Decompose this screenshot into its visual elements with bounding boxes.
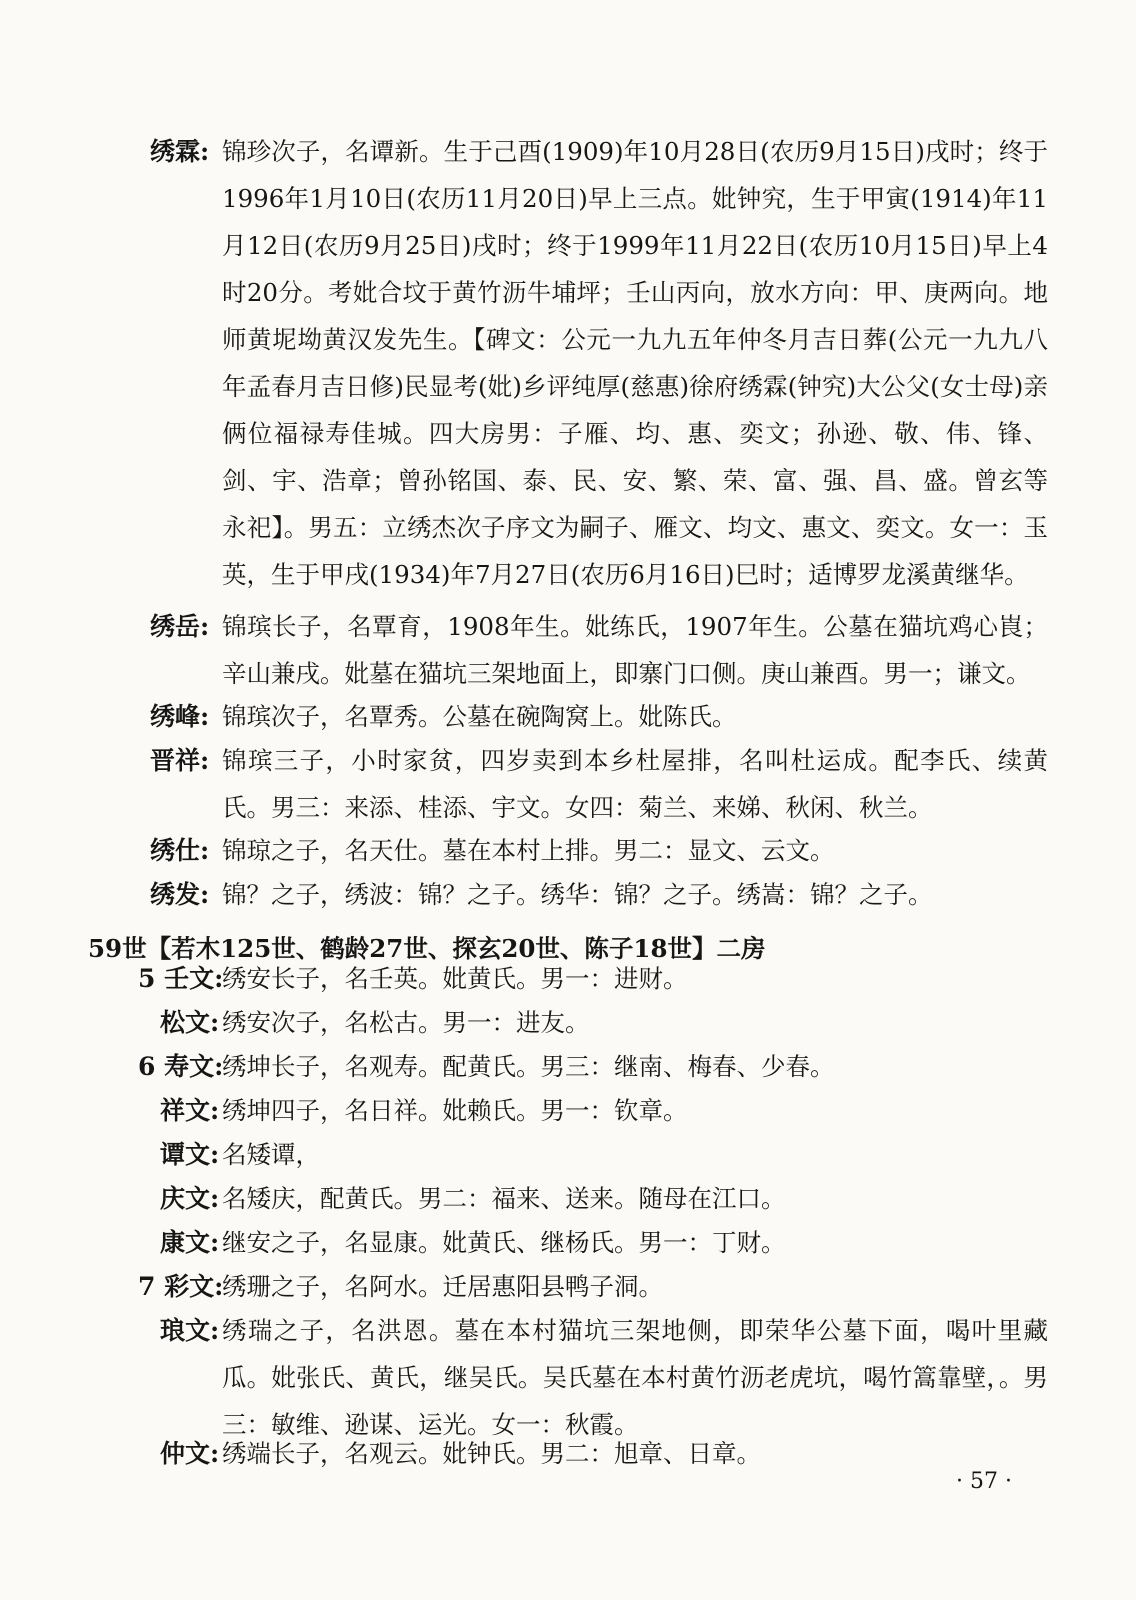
entry-label: 康文: xyxy=(160,1228,220,1257)
page-number: · 57 · xyxy=(956,1469,1012,1494)
entry-label: 祥文: xyxy=(160,1096,220,1125)
entry-label: 绣仕: xyxy=(150,836,210,865)
entry-label: 5 壬文: xyxy=(138,964,224,993)
entry-label: 7 彩文: xyxy=(138,1272,224,1301)
entry-text: 绣瑞之子，名洪恩。墓在本村猫坑三架地侧，即荣华公墓下面，喝叶里藏瓜。妣张氏、黄氏，继吴氏。吴氏墓在本村黄竹沥老虎坑，喝竹篙靠壁，。男三：敏维、逊谋、运光。女一：秋霞。 xyxy=(222,1316,1048,1439)
entry-text: 绣坤长子，名观寿。配黄氏。男三：继南、梅春、少春。 xyxy=(222,1052,835,1081)
entry-text: 绣坤四子，名日祥。妣赖氏。男一：钦章。 xyxy=(222,1096,688,1125)
entry-text: 锦琼之子，名天仕。墓在本村上排。男二：显文、云文。 xyxy=(222,836,835,865)
entry-text: 锦瑸次子，名覃秀。公墓在碗陶窝上。妣陈氏。 xyxy=(222,702,737,731)
entry-text: 锦瑸长子，名覃育，1908年生。妣练氏，1907年生。公墓在猫坑鸡心崀；辛山兼戌。妣墓在猫坑三架地面上，即寨门口侧。庚山兼酉。男一；谦文。 xyxy=(222,612,1048,688)
entry-text: 绣端长子，名观云。妣钟氏。男二：旭章、日章。 xyxy=(222,1439,761,1468)
entry-label: 绣发: xyxy=(150,880,210,909)
entry-text: 锦珍次子，名谭新。生于己酉(1909)年10月28日(农历9月15日)戌时；终于1996年1月10日(农历11月20日)早上三点。妣钟究，生于甲寅(1914)年11月12日(农历9月25日)戌时；终于1999年11月22日(农历10月15日)早上4时20分。考妣合坟于黄竹沥牛埔坪；壬山丙向，放水方向：甲、庚两向。地师黄坭坳黄汉发先生。【碑文：公元一九九五年仲冬月吉日葬(公元一九九八年孟春月吉日修)民显考(妣)乡评纯厚(慈惠)徐府绣霖(钟究)大公父(女士母)亲俩位福禄寿佳城。四大房男：子雁、均、惠、奕文；孙逊、敬、伟、锋、剑、宇、浩章；曾孙铭国、泰、民、安、繁、荣、富、强、昌、盛。曾玄等永祀】。男五：立绣杰次子序文为嗣子、雁文、均文、惠文、奕文。女一：玉英，生于甲戌(1934)年7月27日(农历6月16日)巳时；适博罗龙溪黄继华。 xyxy=(222,137,1048,589)
entry-text: 锦？之子，绣波：锦？之子。绣华：锦？之子。绣嵩：锦？之子。 xyxy=(222,880,933,909)
entry-text: 继安之子，名显康。妣黄氏、继杨氏。男一：丁财。 xyxy=(222,1228,786,1257)
entry-label: 绣岳: xyxy=(150,612,210,641)
entry-label: 绣峰: xyxy=(150,702,210,731)
generation-heading: 59世【若木125世、鹤龄27世、探玄20世、陈子18世】二房 xyxy=(88,934,766,963)
entry-label: 松文: xyxy=(160,1008,220,1037)
entry-text: 名矮庆，配黄氏。男二：福来、送来。随母在江口。 xyxy=(222,1184,786,1213)
entry-text: 锦瑸三子，小时家贫，四岁卖到本乡杜屋排，名叫杜运成。配李氏、续黄氏。男三：来添、桂添、宇文。女四：菊兰、来娣、秋闲、秋兰。 xyxy=(222,746,1048,822)
entry-label: 绣霖: xyxy=(150,137,210,166)
entry-text: 绣安次子，名松古。男一：进友。 xyxy=(222,1008,590,1037)
entry-text: 绣珊之子，名阿水。迁居惠阳县鸭子洞。 xyxy=(222,1272,663,1301)
entry-label: 庆文: xyxy=(160,1184,220,1213)
entry-label: 仲文: xyxy=(160,1439,220,1468)
entry-label: 谭文: xyxy=(160,1140,220,1169)
entry-label: 晋祥: xyxy=(150,746,210,775)
entry-text: 绣安长子，名壬英。妣黄氏。男一：进财。 xyxy=(222,964,688,993)
entry-text: 名矮谭， xyxy=(222,1140,320,1169)
entry-label: 琅文: xyxy=(160,1316,220,1345)
entry-label: 6 寿文: xyxy=(138,1052,224,1081)
